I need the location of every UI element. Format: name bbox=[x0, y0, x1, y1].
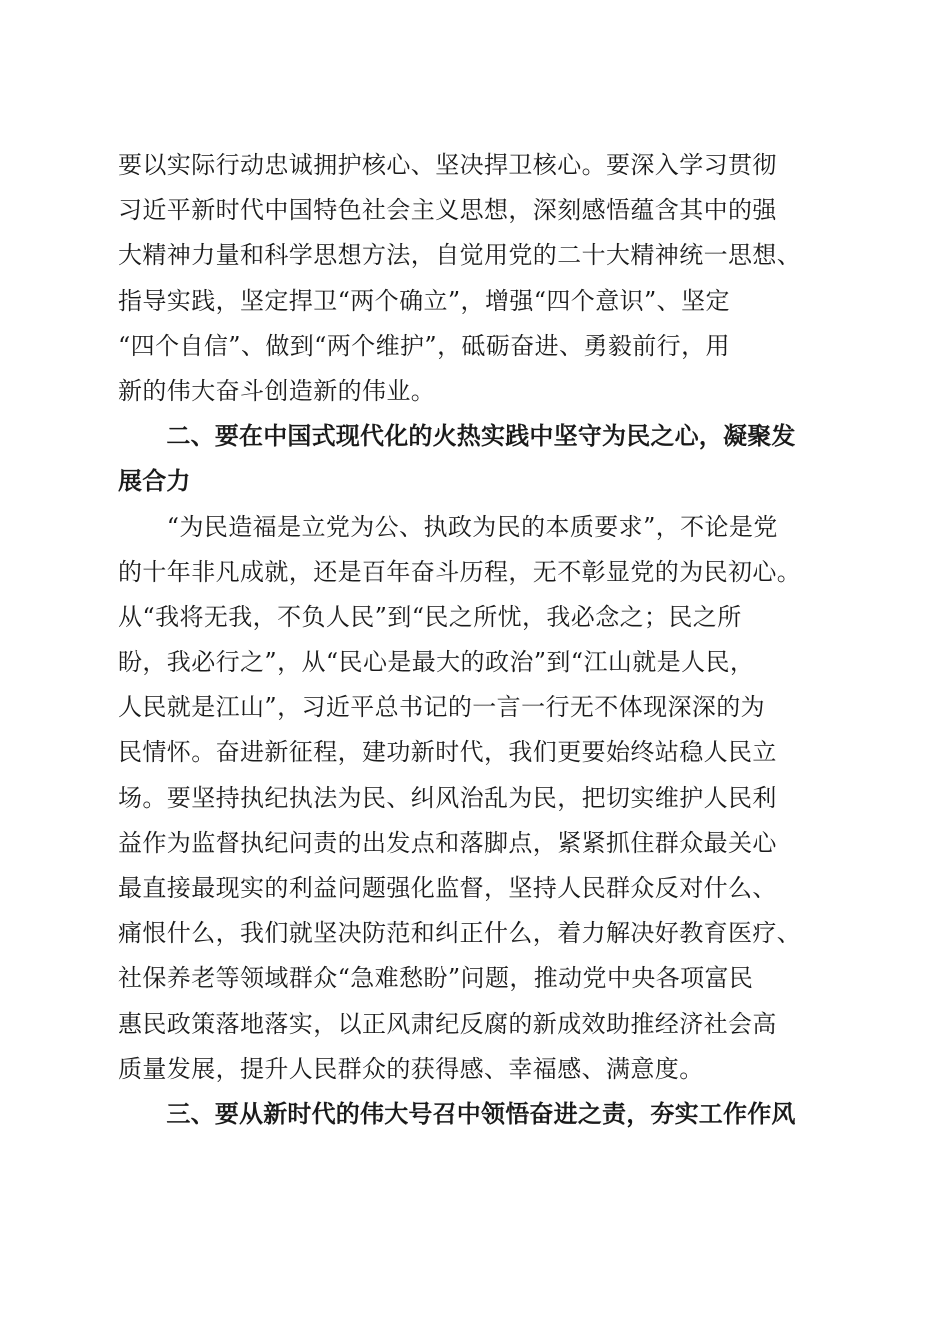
text-line: “四个自信”、做到“两个维护”，砥砺奋进、勇毅前行，用 bbox=[118, 331, 730, 360]
text-line: 习近平新时代中国特色社会主义思想，深刻感悟蕴含其中的强 bbox=[118, 196, 777, 225]
text-line: 人民就是江山”，习近平总书记的一言一行无不体现深深的为 bbox=[118, 693, 766, 722]
paragraph-2 bbox=[118, 507, 848, 1089]
text-line: 从“我将无我，不负人民”到“民之所忧，我必念之；民之所 bbox=[118, 602, 742, 631]
text-line: 新的伟大奋斗创造新的伟业。 bbox=[118, 376, 436, 405]
text-line: 最直接最现实的利益问题强化监督，坚持人民群众反对什么、 bbox=[118, 874, 777, 902]
text-line: 惠民政策落地落实，以正风肃纪反腐的新成效助推经济社会高 bbox=[118, 1009, 777, 1038]
text-line: 痛恨什么，我们就坚决防范和纠正什么，着力解决好教育医疗、 bbox=[118, 919, 802, 948]
text-line: 指导实践，坚定捍卫“两个确立”，增强“四个意识”、坚定 bbox=[118, 286, 730, 315]
heading-line: 三、要从新时代的伟大号召中领悟奋进之责，夯实工作作风 bbox=[118, 1099, 796, 1128]
text-line: 益作为监督执纪问责的出发点和落脚点，紧紧抓住群众最关心 bbox=[118, 828, 777, 857]
text-line: 大精神力量和科学思想方法，自觉用党的二十大精神统一思想、 bbox=[118, 241, 802, 270]
heading-line: 展合力 bbox=[118, 467, 191, 496]
section-heading-3 bbox=[118, 1094, 848, 1134]
text-line: 质量发展，提升人民群众的获得感、幸福感、满意度。 bbox=[118, 1054, 704, 1083]
text-line: “为民造福是立党为公、执政为民的本质要求”，不论是党 bbox=[118, 512, 778, 541]
heading-line: 二、要在中国式现代化的火热实践中坚守为民之心，凝聚发 bbox=[118, 422, 796, 451]
text-line: 盼，我必行之”，从“民心是最大的政治”到“江山就是人民， bbox=[118, 648, 755, 677]
document-page bbox=[118, 145, 848, 1139]
text-line: 场。要坚持执纪执法为民、纠风治乱为民，把切实维护人民利 bbox=[118, 783, 777, 812]
text-line: 社保养老等领域群众“急难愁盼”问题，推动党中央各项富民 bbox=[118, 964, 754, 993]
text-line: 的十年非凡成就，还是百年奋斗历程，无不彰显党的为民初心。 bbox=[118, 557, 802, 586]
section-heading-2 bbox=[118, 416, 848, 501]
text-line: 要以实际行动忠诚拥护核心、坚决捍卫核心。要深入学习贯彻 bbox=[118, 151, 777, 179]
text-line: 民情怀。奋进新征程，建功新时代，我们更要始终站稳人民立 bbox=[118, 738, 777, 767]
paragraph-1 bbox=[118, 145, 848, 411]
